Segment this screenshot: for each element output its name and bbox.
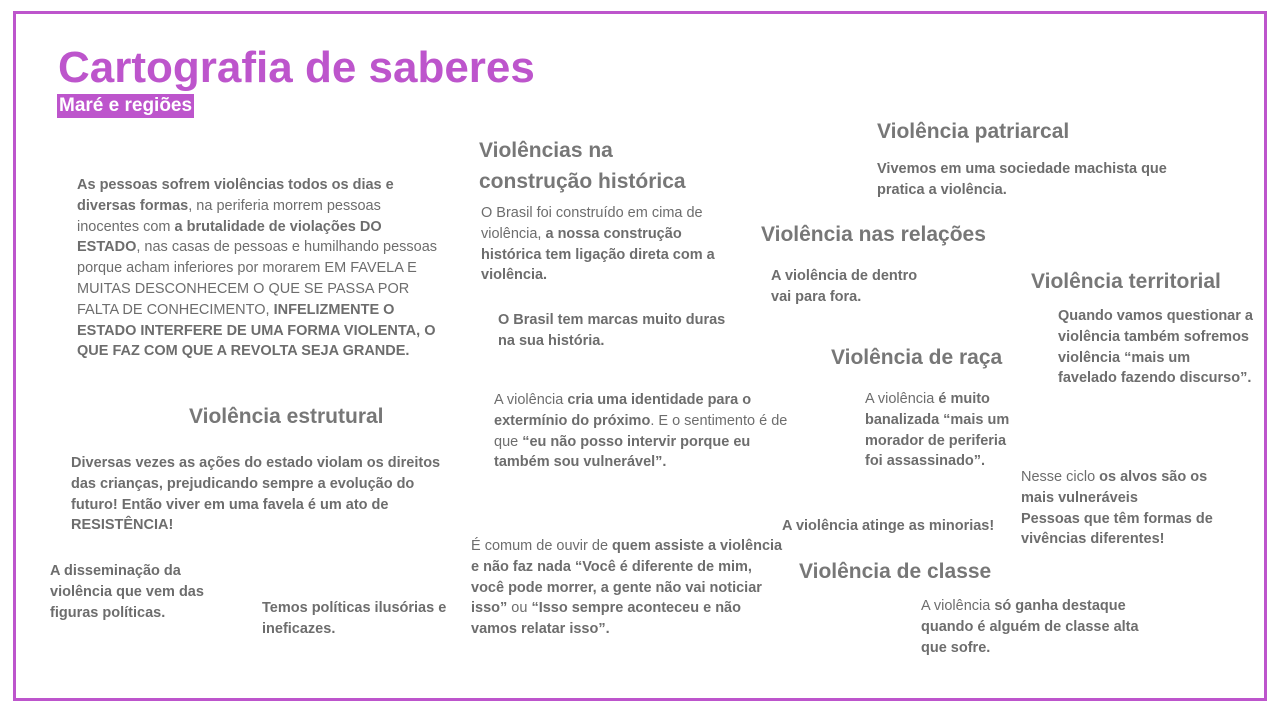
heading-violencia-territorial: Violência territorial xyxy=(1031,270,1221,293)
text-segment: “Isso sempre aconteceu e não vamos relatar isso”. xyxy=(471,600,741,638)
text-segment: Quando vamos questionar a violência também sofremos violência “mais um favelado fazendo discurso”. xyxy=(1058,308,1253,387)
note-minorias xyxy=(782,516,994,537)
heading-violencia-raca: Violência de raça xyxy=(831,346,1003,369)
text-segment: Diversas vezes as ações do estado violam os direitos das crianças, prejudicando sempre a evolução do futuro! Então viver em uma favela é um ato de RESISTÊNCIA! xyxy=(71,455,441,534)
note-ciclo xyxy=(1021,467,1236,550)
note-identidade xyxy=(494,390,792,473)
text-segment: a brutalidade de violações DO ESTADO xyxy=(77,218,382,256)
note-disseminacao xyxy=(50,561,220,623)
heading-violencia-estrutural: Violência estrutural xyxy=(189,405,384,428)
note-questionar xyxy=(1058,306,1253,389)
text-segment: cria uma identidade para o extermínio do próximo xyxy=(494,392,752,429)
text-segment: A violência de dentro vai para fora. xyxy=(771,268,918,305)
note-machista xyxy=(877,159,1187,201)
text-segment: O Brasil foi construído em cima de violência, xyxy=(481,205,703,242)
text-segment: quem assiste a violência e não faz nada “Você é diferente de mim, você pode morrer, a gente não vai noticiar isso” xyxy=(471,538,783,617)
text-segment: É comum de ouvir de xyxy=(471,538,613,554)
text-segment: O Brasil tem marcas muito duras na sua história. xyxy=(498,312,726,349)
note-brasil-construido xyxy=(481,203,731,286)
text-segment: A violência atinge as minorias! xyxy=(782,518,995,534)
heading-violencia-patriarcal: Violência patriarcal xyxy=(877,120,1070,143)
text-segment: A violência xyxy=(921,598,995,614)
text-segment: “eu não posso intervir porque eu também sou vulnerável”. xyxy=(494,433,751,471)
text-segment: a nossa construção histórica tem ligação direta com a violência. xyxy=(481,225,715,284)
heading-violencia-relacoes: Violência nas relações xyxy=(761,223,986,246)
note-criancas xyxy=(71,453,449,536)
heading-violencia-classe: Violência de classe xyxy=(799,560,992,583)
text-segment: . E o sentimento é de que xyxy=(494,412,788,450)
note-comum-ouvir xyxy=(471,536,783,640)
text-segment: A violência xyxy=(494,392,568,408)
text-segment: A disseminação da violência que vem das figuras políticas. xyxy=(50,563,204,621)
page-title: Cartografia de saberes xyxy=(58,43,535,92)
text-segment: Temos políticas ilusórias e ineficazes. xyxy=(262,600,447,637)
text-segment: só ganha destaque quando é alguém de classe alta que sofre. xyxy=(921,598,1139,656)
text-segment: ou xyxy=(507,600,532,617)
text-segment: os alvos são os mais vulneráveis Pessoas que têm formas de vivências diferentes! xyxy=(1021,469,1213,548)
note-destaque xyxy=(921,596,1161,658)
text-segment: Vivemos em uma sociedade machista que pratica a violência. xyxy=(877,161,1167,198)
note-brasil-marcas xyxy=(498,310,743,352)
text-segment: Nesse ciclo xyxy=(1021,469,1100,485)
text-segment: INFELIZMENTE O ESTADO INTERFERE DE UMA FORMA VIOLENTA, O QUE FAZ COM QUE A REVOLTA SEJA GRANDE. xyxy=(77,301,436,360)
note-pessoas-sofrem xyxy=(77,175,439,362)
text-segment: , na periferia morrem pessoas inocentes com xyxy=(77,197,381,235)
text-segment: A violência xyxy=(865,391,939,407)
text-segment: , nas casas de pessoas e humilhando pessoas porque acham inferiores por morarem EM FAVELA E MUITAS DESCONHECEM O QUE SE PASSA POR FALTA DE CONHECIMENTO, xyxy=(77,239,438,318)
note-dentro-fora xyxy=(771,266,941,308)
text-segment: As pessoas sofrem violências todos os dias e diversas formas xyxy=(77,177,394,214)
note-politicas xyxy=(262,598,452,640)
note-banalizada xyxy=(865,389,1025,472)
heading-construcao-historica: Violências na construção histórica xyxy=(479,139,686,193)
text-segment: é muito banalizada “mais um morador de periferia foi assassinado”. xyxy=(865,391,1010,470)
page-subtitle: Maré e regiões xyxy=(59,95,193,116)
